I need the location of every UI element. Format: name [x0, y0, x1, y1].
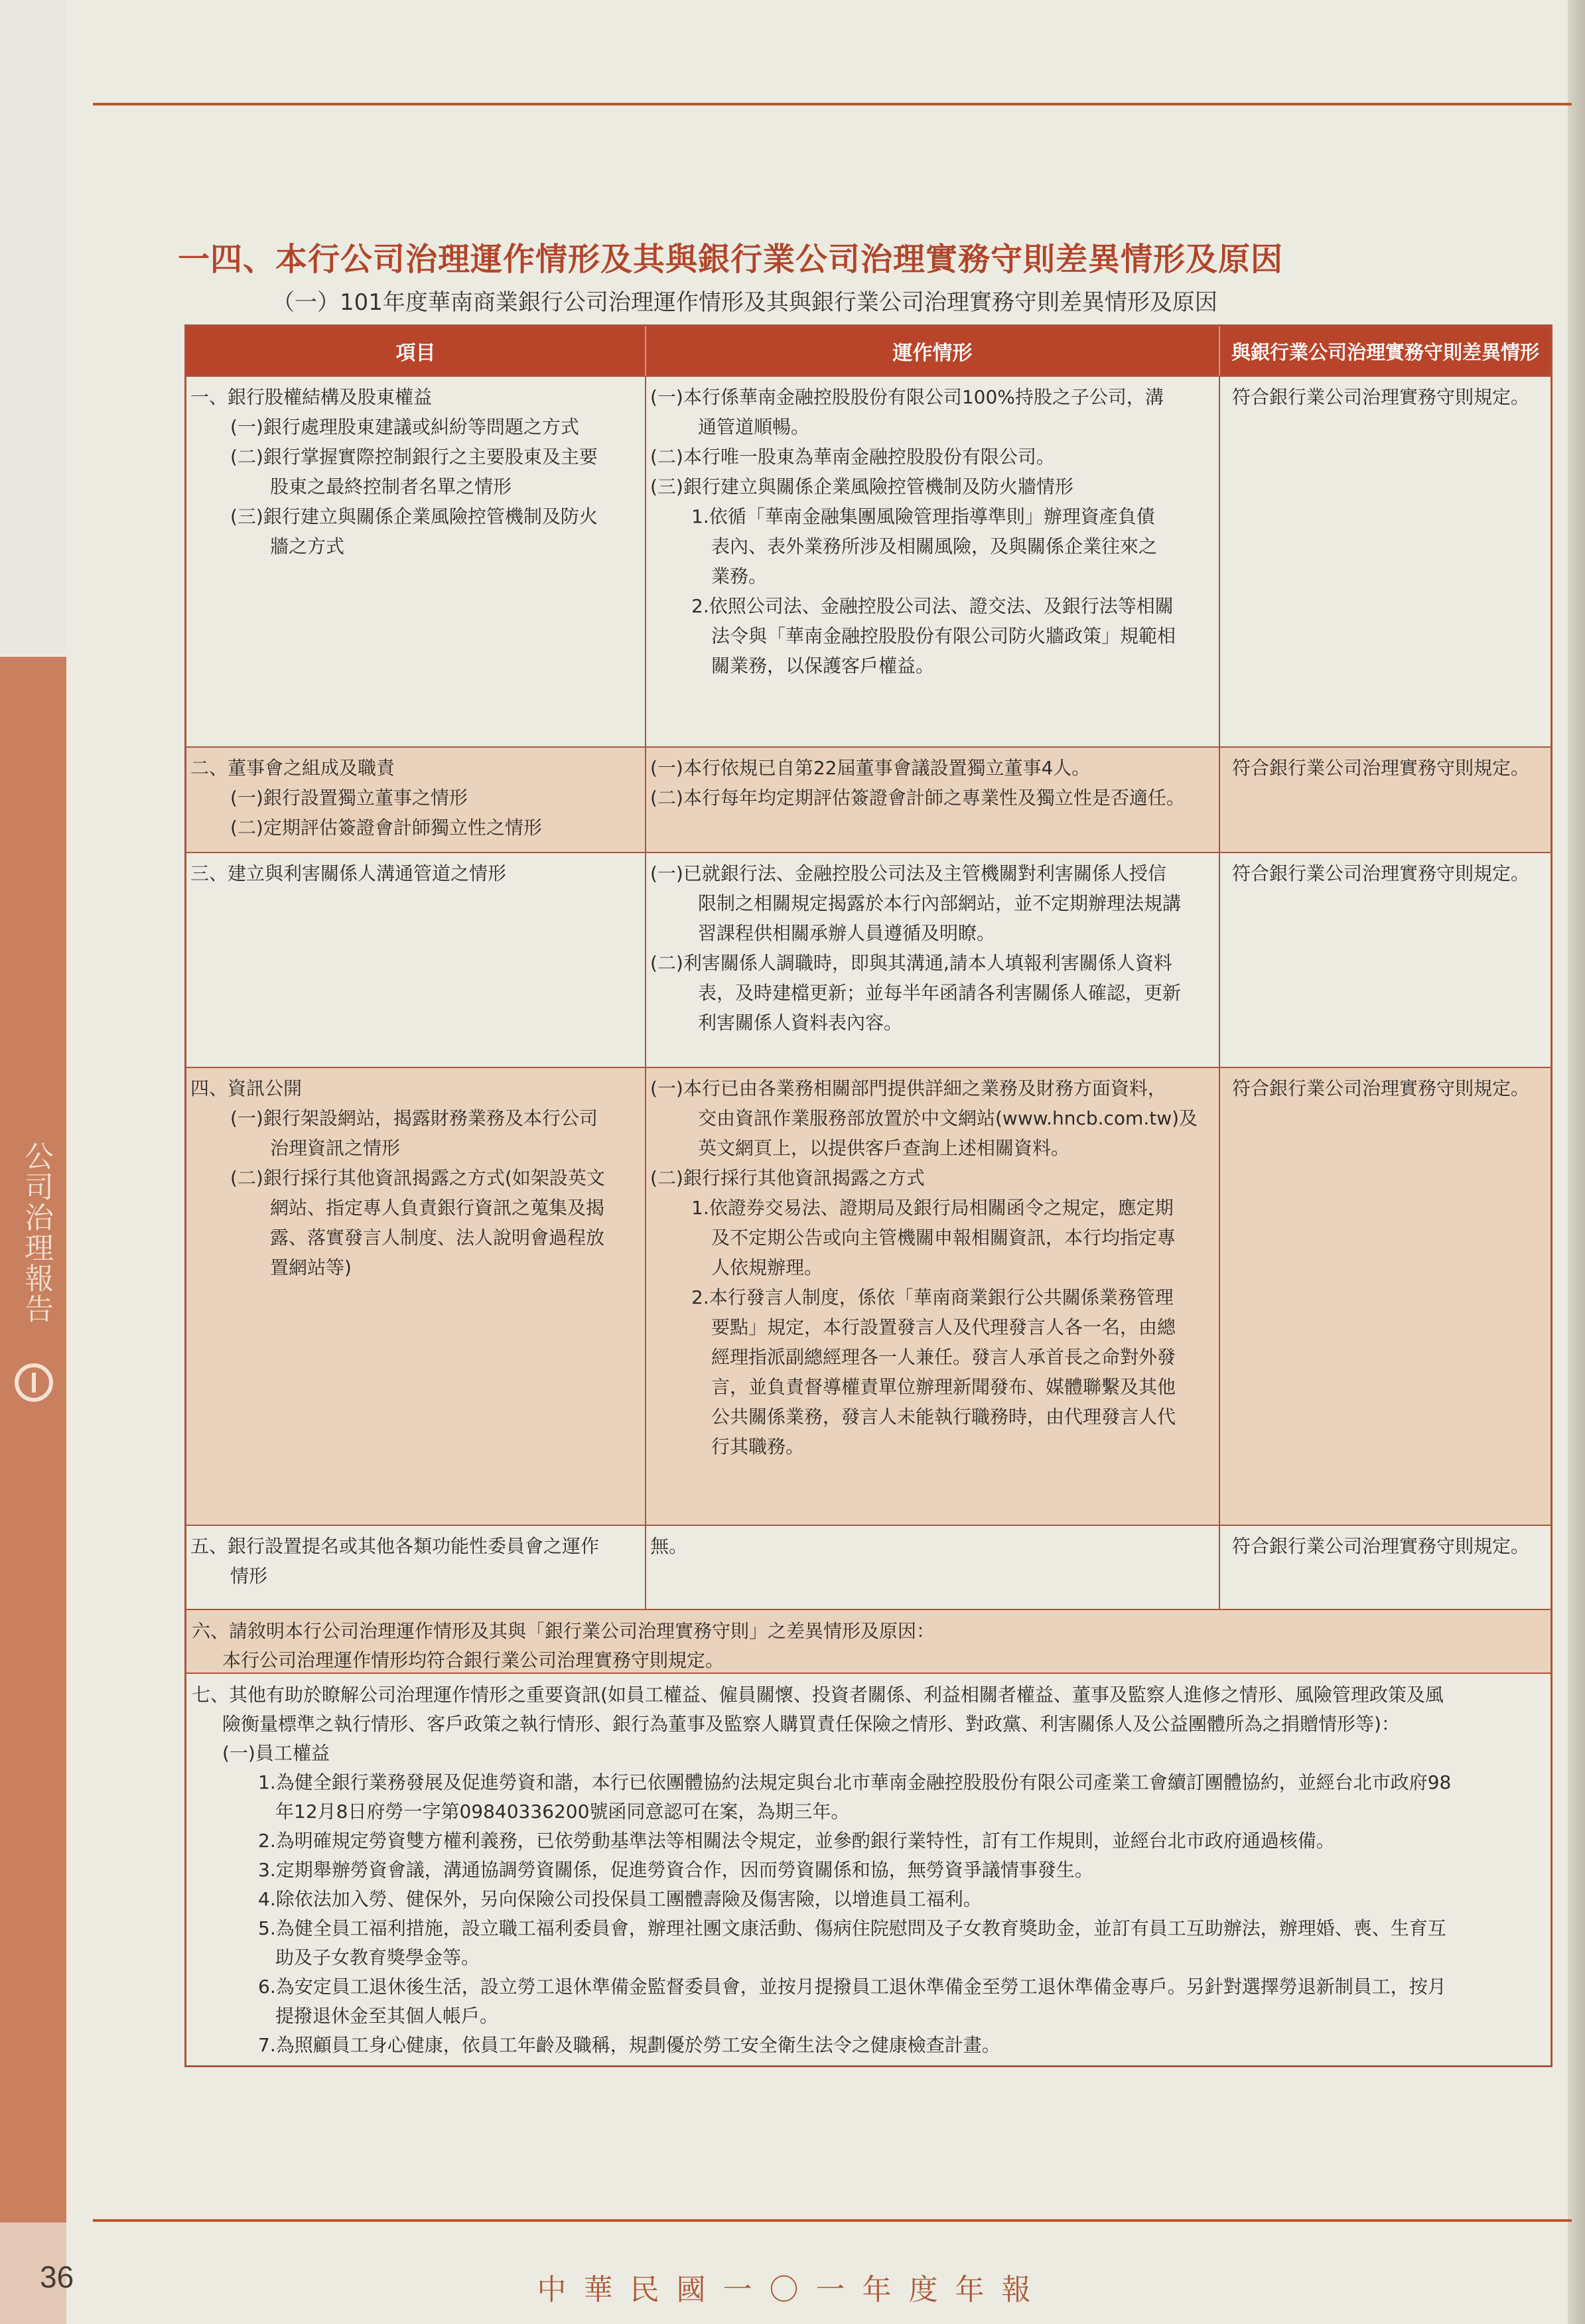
status-line: (一)本行依規已自第22屆董事會議設置獨立董事4人。 — [650, 757, 1091, 779]
margin-band-top — [0, 0, 66, 653]
status-cell — [646, 853, 1220, 1067]
sidebar-section-label: 公司治理報告 — [19, 1141, 53, 1324]
item-line: 一、銀行股權結構及股東權益 — [190, 386, 433, 408]
status-cell — [646, 377, 1220, 746]
item-cell — [186, 1068, 646, 1525]
footer-title: 中華民國一〇一年度年報 — [537, 2273, 1048, 2307]
item-line: 三、建立與利害關係人溝通管道之情形 — [190, 862, 507, 884]
margin-band-colored — [0, 657, 66, 2222]
status-line: 英文網頁上，以提供客戶查詢上述相關資料。 — [698, 1137, 1070, 1159]
status-line: 2.本行發言人制度，係依「華南商業銀行公共關係業務管理 — [691, 1286, 1174, 1308]
item-cell — [186, 748, 646, 852]
status-line: 利害關係人資料表內容。 — [698, 1012, 903, 1034]
page-number: 36 — [40, 2260, 74, 2294]
status-line: (一)本行係華南金融控股股份有限公司100%持股之子公司，溝 — [650, 386, 1164, 408]
item-line: 露、落實發言人制度、法人說明會過程放 — [270, 1227, 605, 1249]
status-line: 言，並負責督導權責單位辦理新聞發布、媒體聯繫及其他 — [711, 1376, 1176, 1398]
section-six-text: 本行公司治理運作情形均符合銀行業公司治理實務守則規定。 — [222, 1649, 724, 1671]
status-line: 要點」規定，本行設置發言人及代理發言人各一名，由總 — [711, 1316, 1176, 1338]
status-line: 2.依照公司法、金融控股公司法、證交法、及銀行法等相關 — [691, 595, 1174, 617]
item-cell — [186, 853, 646, 1067]
table-row — [186, 852, 1551, 1067]
difference-text: 符合銀行業公司治理實務守則規定。 — [1232, 386, 1530, 408]
section-seven-intro: 險衡量標準之執行情形、客戶政策之執行情形、銀行為董事及監察人購買責任保險之情形、對政黨、利害關係人及公益團體所為之捐贈情形等)： — [222, 1713, 1400, 1735]
list-item: 5.為健全員工福利措施，設立職工福利委員會，辦理社團文康活動、傷病住院慰問及子女教育獎助金，並訂有員工互助辦法，辦理婚、喪、生育互 — [258, 1917, 1446, 1939]
status-line: 習課程供相關承辦人員遵循及明瞭。 — [698, 922, 996, 944]
status-line: 及不定期公告或向主管機關申報相關資訊，本行均指定專 — [711, 1227, 1176, 1249]
list-item: 2.為明確規定勞資雙方權利義務，已依勞動基準法等相關法令規定，並參酌銀行業特性，訂有工作規則，並經台北市政府通過核備。 — [258, 1830, 1335, 1852]
header-item: 項目 — [186, 326, 646, 376]
subsection-title: （一）101年度華南商業銀行公司治理運作情形及其與銀行業公司治理實務守則差異情形及原因 — [272, 289, 1217, 316]
status-line: (三)銀行建立與關係企業風險控管機制及防火牆情形 — [650, 476, 1073, 498]
status-cell — [646, 1526, 1220, 1609]
item-line: 四、資訊公開 — [190, 1077, 303, 1099]
status-line: 關業務，以保護客戶權益。 — [711, 655, 935, 677]
item-cell — [186, 377, 646, 746]
item-line: 二、董事會之組成及職責 — [190, 757, 395, 779]
status-line: 表內、表外業務所涉及相關風險，及與關係企業往來之 — [711, 535, 1158, 557]
status-line: 無。 — [650, 1535, 688, 1557]
difference-text: 符合銀行業公司治理實務守則規定。 — [1232, 862, 1530, 884]
list-item: 6.為安定員工退休後生活，設立勞工退休準備金監督委員會，並按月提撥員工退休準備金至勞工退休準備金專戶。另針對選擇勞退新制員工，按月 — [258, 1976, 1446, 1998]
table-row — [186, 1525, 1551, 1609]
status-line: 公共關係業務，發言人未能執行職務時，由代理發言人代 — [711, 1406, 1176, 1428]
status-line: 1.依證券交易法、證期局及銀行局相關函令之規定，應定期 — [691, 1197, 1174, 1219]
table-row — [186, 376, 1551, 746]
section-title: 一四、本行公司治理運作情形及其與銀行業公司治理實務守則差異情形及原因 — [178, 241, 1284, 278]
difference-cell — [1220, 377, 1551, 746]
item-line: 情形 — [230, 1565, 268, 1587]
item-line: 五、銀行設置提名或其他各類功能性委員會之運作 — [190, 1535, 600, 1557]
footer-rule — [93, 2219, 1572, 2222]
item-line: 股東之最終控制者名單之情形 — [270, 476, 512, 498]
table-row — [186, 746, 1551, 852]
item-line: (一)銀行設置獨立董事之情形 — [230, 787, 468, 809]
item-line: 牆之方式 — [270, 535, 345, 557]
status-line: (一)本行已由各業務相關部門提供詳細之業務及財務方面資料， — [650, 1077, 1166, 1099]
difference-cell — [1220, 1526, 1551, 1609]
bank-logo-icon — [15, 1363, 53, 1402]
section-six — [186, 1609, 1551, 1673]
status-line: 1.依循「華南金融集團風險管理指導準則」辦理資產負債 — [691, 506, 1155, 527]
item-line: (一)銀行處理股東建議或糾紛等問題之方式 — [230, 416, 579, 438]
item-line: (三)銀行建立與關係企業風險控管機制及防火 — [230, 506, 598, 527]
difference-text: 符合銀行業公司治理實務守則規定。 — [1232, 1077, 1530, 1099]
item-line: (二)銀行掌握實際控制銀行之主要股東及主要 — [230, 446, 598, 468]
item-line: 網站、指定專人負責銀行資訊之蒐集及揭 — [270, 1197, 605, 1219]
status-line: 人依規辦理。 — [711, 1257, 823, 1278]
list-item-continued: 助及子女教育獎學金等。 — [275, 1947, 480, 1968]
item-cell — [186, 1526, 646, 1609]
status-line: 通管道順暢。 — [698, 416, 810, 438]
list-item-continued: 提撥退休金至其個人帳戶。 — [275, 2005, 499, 2027]
list-item: 7.為照顧員工身心健康，依員工年齡及職稱，規劃優於勞工安全衛生法令之健康檢查計畫。 — [258, 2034, 1000, 2056]
governance-table — [184, 324, 1552, 2067]
item-line: (二)定期評估簽證會計師獨立性之情形 — [230, 817, 542, 839]
header-difference: 與銀行業公司治理實務守則差異情形 — [1231, 340, 1539, 364]
status-line: 表，及時建檔更新；並每半年函請各利害關係人確認，更新 — [698, 982, 1182, 1004]
table-row — [186, 1067, 1551, 1525]
section-seven-subheading: (一)員工權益 — [222, 1742, 330, 1764]
status-line: (二)本行唯一股東為華南金融控股股份有限公司。 — [650, 446, 1055, 468]
status-line: (二)本行每年均定期評估簽證會計師之專業性及獨立性是否適任。 — [650, 787, 1185, 809]
difference-text: 符合銀行業公司治理實務守則規定。 — [1232, 757, 1530, 779]
status-line: 行其職務。 — [711, 1436, 805, 1458]
page-edge — [1568, 0, 1585, 2324]
status-line: 限制之相關規定揭露於本行內部網站，並不定期辦理法規講 — [698, 892, 1182, 914]
section-six-heading: 六、請敘明本行公司治理運作情形及其與「銀行業公司治理實務守則」之差異情形及原因： — [192, 1620, 935, 1642]
status-cell — [646, 1068, 1220, 1525]
list-item: 4.除依法加入勞、健保外，另向保險公司投保員工團體壽險及傷害險，以增進員工福利。 — [258, 1888, 982, 1910]
status-line: (二)利害關係人調職時，即與其溝通,請本人填報利害關係人資料 — [650, 952, 1172, 974]
status-line: 法令與「華南金融控股股份有限公司防火牆政策」規範相 — [711, 625, 1176, 647]
list-item: 3.定期舉辦勞資會議，溝通協調勞資關係，促進勞資合作，因而勞資關係和協，無勞資爭議情事發生。 — [258, 1859, 1093, 1881]
status-line: 經理指派副總經理各一人兼任。發言人承首長之命對外發 — [711, 1346, 1176, 1368]
status-line: (一)已就銀行法、金融控股公司法及主管機關對利害關係人授信 — [650, 862, 1166, 884]
header-status: 運作情形 — [646, 326, 1220, 376]
item-line: 治理資訊之情形 — [270, 1137, 401, 1159]
list-item-continued: 年12月8日府勞一字第09840336200號函同意認可在案，為期三年。 — [275, 1801, 850, 1822]
header-rule — [93, 103, 1572, 105]
table-header — [186, 326, 1551, 376]
status-line: 業務。 — [711, 565, 768, 587]
difference-cell — [1220, 1068, 1551, 1525]
item-line: (一)銀行架設網站，揭露財務業務及本行公司 — [230, 1107, 598, 1129]
difference-cell — [1220, 853, 1551, 1067]
status-line: 交由資訊作業服務部放置於中文網站(www.hncb.com.tw)及 — [698, 1107, 1198, 1129]
difference-text: 符合銀行業公司治理實務守則規定。 — [1232, 1535, 1530, 1557]
section-seven — [186, 1673, 1551, 2065]
section-seven-intro: 七、其他有助於瞭解公司治理運作情形之重要資訊(如員工權益、僱員關懷、投資者關係、利益相關者權益、董事及監察人進修之情形、風險管理政策及風 — [192, 1684, 1444, 1706]
item-line: 置網站等) — [270, 1257, 352, 1278]
status-cell — [646, 748, 1220, 852]
difference-cell — [1220, 748, 1551, 852]
item-line: (二)銀行採行其他資訊揭露之方式(如架設英文 — [230, 1167, 605, 1189]
list-item: 1.為健全銀行業務發展及促進勞資和諧，本行已依團體協約法規定與台北市華南金融控股股份有限公司產業工會續訂團體協約，並經台北市政府98 — [258, 1771, 1452, 1793]
status-line: (二)銀行採行其他資訊揭露之方式 — [650, 1167, 925, 1189]
